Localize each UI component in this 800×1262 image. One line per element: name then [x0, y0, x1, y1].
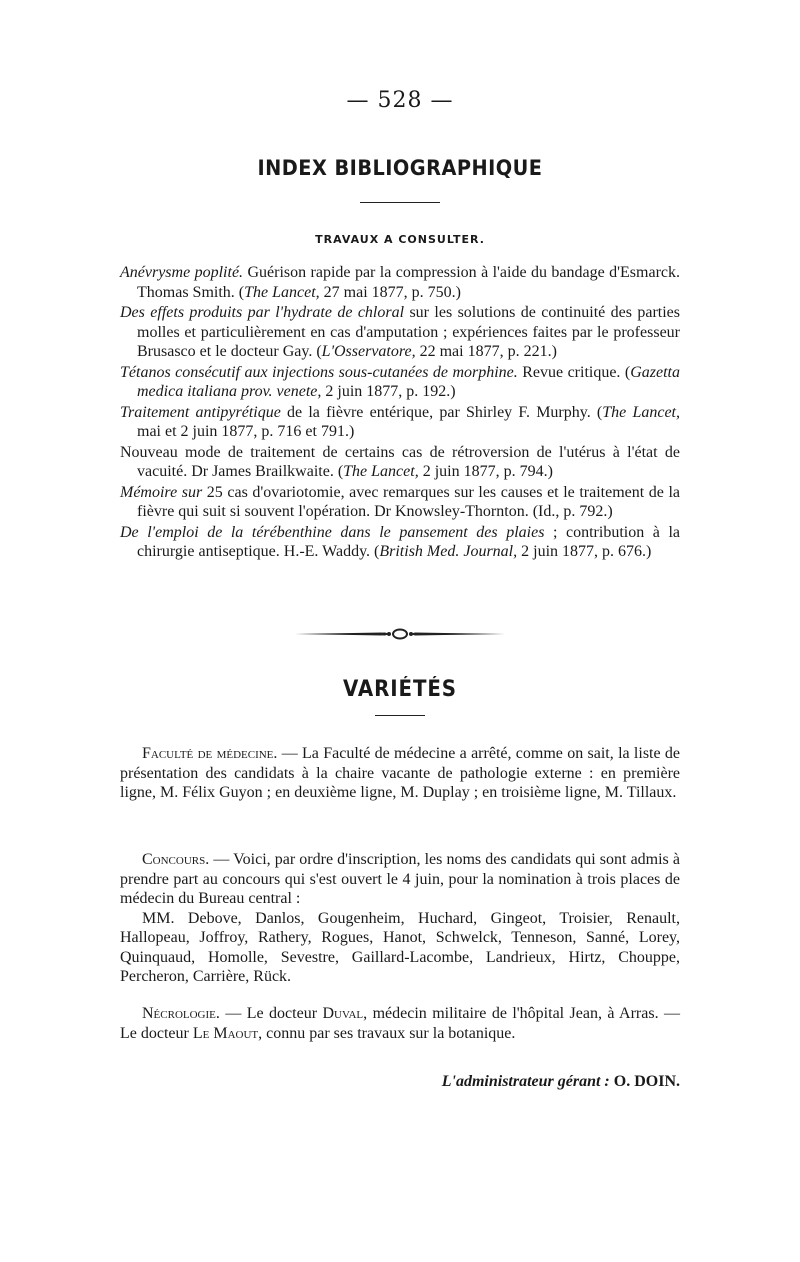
- signature: [120, 1073, 680, 1091]
- news-necrologie: Nécrologie. — Le docteur Duval, médecin militaire de l'hôpital Jean, à Arras. — Le docteur Le Maout, connu par ses travaux sur la botanique.: [120, 1005, 680, 1042]
- person-name: Le Maout: [192, 1024, 259, 1042]
- signature-role: L'administrateur gérant :: [441, 1073, 610, 1090]
- reference-item: Nouveau mode de traitement de certains cas de rétroversion de l'utérus à l'état de vacuité. Dr James Brailkwaite. (The Lancet, 2 juin 1877, p. 794.): [120, 443, 680, 480]
- reference-item: Des effets produits par l'hydrate de chloral sur les solutions de continuité des parties molles et particulièrement en cas d'amputation ; expériences faites par le professeur Brusasco et le docteur Gay. (L'Osservatore, 22 mai 1877, p. 221.): [120, 304, 681, 360]
- candidate-names: MM. Debove, Danlos, Gougenheim, Huchard, Gingeot, Troisier, Renault, Hallopeau, Joffroy, Rathery, Rogues, Hanot, Schwelck, Tenneson, Sanné, Lorey, Quinquaud, Homolle, Sevestre, Gaillard-Lacombe, Landrieux, Hirtz, Chouppe, Percheron, Carrière, Rück.: [120, 909, 680, 985]
- section-subtitle: TRAVAUX A CONSULTER.: [315, 233, 485, 246]
- reference-item: Anévrysme poplité. Guérison rapide par la compression à l'aide du bandage d'Esmarck. Thomas Smith. (The Lancet, 27 mai 1877, p. 750.): [120, 264, 680, 301]
- reference-item: Traitement antipyrétique de la fièvre entérique, par Shirley F. Murphy. (The Lancet, mai et 2 juin 1877, p. 716 et 791.): [120, 403, 680, 440]
- signature-name: O. DOIN.: [613, 1073, 680, 1090]
- page-number: — 528 —: [346, 88, 454, 113]
- news-faculte: [120, 744, 680, 803]
- reference-item: De l'emploi de la térébenthine dans le pansement des plaies ; contribution à la chirurgie antiseptique. H.-E. Waddy. (British Med. Journal, 2 juin 1877, p. 676.): [120, 523, 680, 560]
- news-heading: Nécrologie.: [142, 1005, 220, 1022]
- news-heading: Faculté de médecine.: [142, 745, 278, 762]
- varietes-divider: [375, 715, 425, 716]
- title-divider: [360, 202, 440, 203]
- reference-item: Tétanos consécutif aux injections sous-cutanées de morphine. Revue critique. (Gazetta medica italiana prov. venete, 2 juin 1877, p. 192.): [120, 363, 680, 400]
- person-name: Duval: [322, 1005, 364, 1022]
- news-heading: Concours.: [142, 851, 210, 868]
- news-text: — Voici, par ordre d'inscription, les noms des candidats qui sont admis à prendre part au concours qui s'est ouvert le 4 juin, pour la nomination à trois places de médecin du Bureau central :: [120, 851, 680, 907]
- news-concours: [120, 850, 680, 987]
- page-title: INDEX BIBLIOGRAPHIQUE: [257, 156, 543, 180]
- reference-list: [120, 263, 680, 563]
- section-heading-varietes: VARIÉTÉS: [343, 677, 457, 702]
- reference-item: Mémoire sur 25 cas d'ovariotomie, avec remarques sur les causes et le traitement de la fièvre qui suit si souvent l'opération. Dr Knowsley-Thornton. (Id., p. 792.): [120, 483, 680, 520]
- ornamental-divider: [290, 622, 510, 646]
- news-text: — La Faculté de médecine a arrêté, comme on sait, la liste de présentation des candidats à la chaire vacante de pathologie externe : en première ligne, M. Félix Guyon ; en deuxième ligne, M. Duplay ; en troisième ligne, M. Tillaux.: [120, 745, 681, 801]
